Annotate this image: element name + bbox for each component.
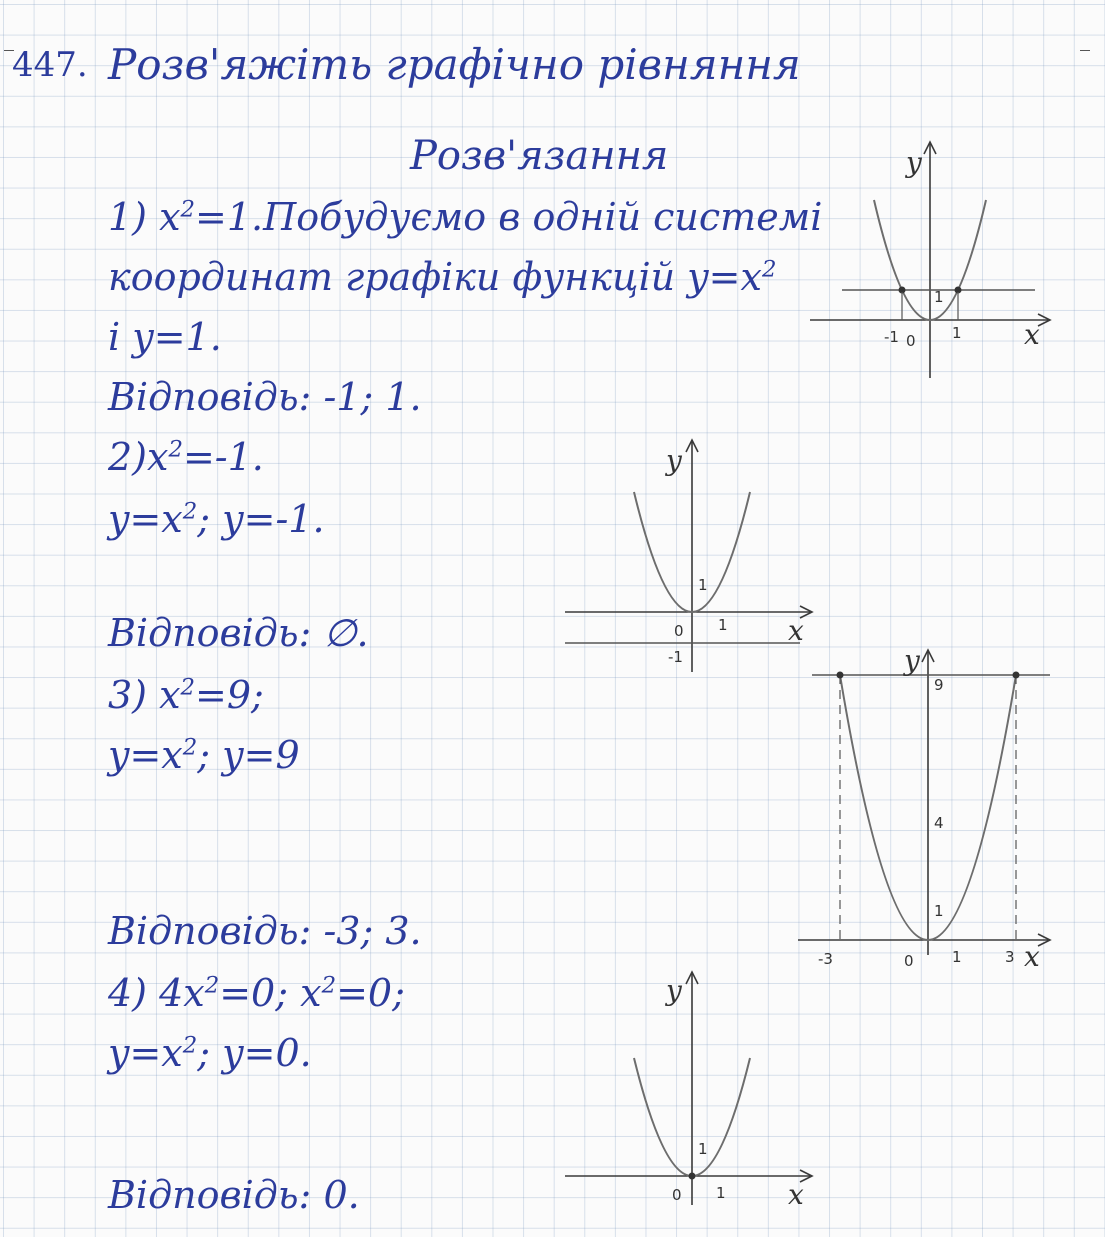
solution-heading: Розв'язання [410,133,669,179]
part2-answer: Відповідь: ∅. [108,611,369,655]
part3-functions: $y=x^2$; y=9 [108,733,300,777]
g3-label-1y: 1 [934,902,944,920]
g3-label-3x: 3 [1005,948,1015,966]
g4-label-1y: 1 [698,1140,708,1158]
g4-axis-x-label: x [788,1178,804,1211]
g1-label-origin: 0 [906,332,916,350]
part1-line2: координат графіки функцій $y=x^2$ [108,255,777,299]
g3-label-origin: 0 [904,952,914,970]
g1-label-1x: 1 [952,324,962,342]
g2-axis-y-label: y [666,444,682,477]
part3-answer: Відповідь: -3; 3. [108,909,422,953]
g3-label-neg3: -3 [818,950,833,968]
g3-label-1x: 1 [952,948,962,966]
g2-axis-x-label: x [788,614,804,647]
g2-label-1y: 1 [698,576,708,594]
part2-equation: $2)x^2=-1$. [108,435,264,479]
part4-equation: 4) $4x^2=0$; $x^2=0$; [108,971,405,1015]
g1-label-1y: 1 [934,288,944,306]
part1-line1: 1) $x^2=1.Побудуємо$ в одній системі [108,195,823,239]
g3-label-4y: 4 [934,814,944,832]
g4-label-1x: 1 [716,1184,726,1202]
g4-label-origin: 0 [672,1186,682,1204]
task-number: 447. [12,45,88,85]
g4-axis-y-label: y [666,974,682,1007]
g1-axis-x-label: x [1024,318,1040,351]
part4-answer: Відповідь: 0. [108,1173,360,1217]
part3-equation: 3) $x^2=9$; [108,673,264,717]
g2-label-neg1y: -1 [668,648,683,666]
task-title: Розв'яжіть графічно рівняння [108,40,801,89]
g3-label-9y: 9 [934,676,944,694]
g3-axis-x-label: x [1024,940,1040,973]
g1-axis-y-label: y [906,146,922,179]
g2-label-1x: 1 [718,616,728,634]
g4-point-origin [689,1173,696,1180]
part4-functions: $y=x^2$; y=0. [108,1031,312,1075]
part1-line3: і y=1. [108,315,222,359]
part2-functions: $y=x^2$; y=-1. [108,497,325,541]
part1-answer: Відповідь: -1; 1. [108,375,422,419]
g3-axis-y-label: y [904,644,920,677]
g2-label-origin: 0 [674,622,684,640]
g1-label-neg1: -1 [884,328,899,346]
